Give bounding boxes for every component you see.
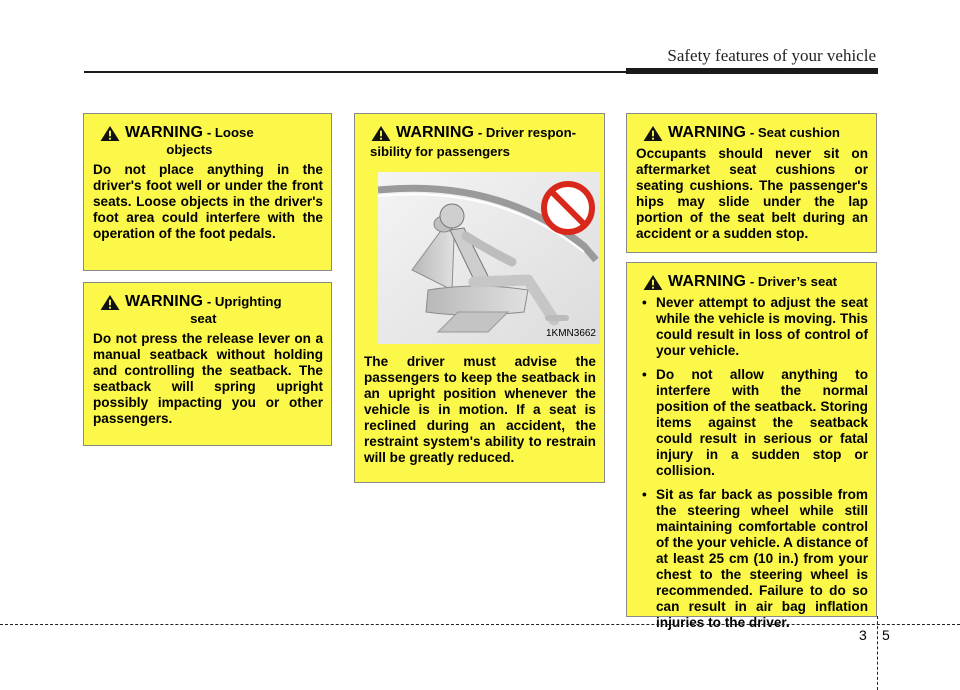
figure-label: 1KMN3662 <box>545 328 596 339</box>
warning-triangle-icon <box>642 125 664 142</box>
warning-word: WARNING <box>396 124 475 141</box>
warning-body: Occupants should never sit on aftermarket seat cushions or seating cushions. The passenger's hips may slide under the lap portion of the seat belt during an accident or a sudden stop. <box>636 146 868 241</box>
warning-subtitle-continued: objects <box>166 142 213 157</box>
warning-word: WARNING <box>668 273 747 290</box>
warning-body: The driver must advise the passengers to keep the seatback in an upright position whenever the vehicle is in motion. If a seat is reclined during an accident, the restraint system's ability to restrain will be greatly reduced. <box>364 354 596 465</box>
reclined-driver-figure <box>378 172 600 344</box>
warning-box-drivers-seat <box>626 262 877 630</box>
warning-body: Do not place anything in the driver's foot well or under the front seats. Loose objects in the driver's foot area could interfere with the operation of the foot pedals. <box>93 162 323 241</box>
warning-triangle-icon <box>370 125 392 142</box>
chapter-number: 3 <box>859 627 867 643</box>
bottom-dashed-rule <box>0 624 960 625</box>
title-rule-thin <box>84 71 626 73</box>
warning-body: Do not press the release lever on a manual seatback without holding and controlling the seatback. The seatback will spring upright possibly impacting you or other passengers. <box>93 331 323 426</box>
bullet-list <box>636 295 868 631</box>
warning-box-uprighting-seat <box>83 282 332 446</box>
warning-triangle-icon <box>642 274 664 291</box>
warning-word: WARNING <box>668 124 747 141</box>
warning-subtitle: - Driver’s seat <box>749 274 838 289</box>
reclined-seat-illustration <box>378 172 600 344</box>
warning-subtitle: - Loose <box>206 125 254 140</box>
page-number-divider <box>877 616 878 690</box>
warning-subtitle-continued: seat <box>190 311 217 326</box>
page-number: 5 <box>882 627 890 643</box>
warning-word: WARNING <box>125 124 204 141</box>
warning-box-driver-responsibility <box>354 113 605 483</box>
bullet-item: • Never attempt to adjust the seat while the vehicle is moving. This could result in loss of control of your vehicle. <box>636 295 868 359</box>
warning-triangle-icon <box>99 294 121 311</box>
warning-subtitle: - Seat cushion <box>749 125 840 140</box>
bullet-item: • Sit as far back as possible from the steering wheel while still maintaining comfortable control of the your vehicle. A distance of at least 25 cm (10 in.) from your chest to the steering wheel is recommended. Failure to do so can result in air bag inflation injuries to the driver. <box>636 487 868 631</box>
warning-subtitle: - Uprighting <box>206 294 282 309</box>
warning-subtitle: - Driver respon- <box>477 125 577 140</box>
warning-box-loose-objects <box>83 113 332 271</box>
warning-box-seat-cushion <box>626 113 877 253</box>
title-rule-thick <box>626 68 878 74</box>
warning-triangle-icon <box>99 125 121 142</box>
warning-subtitle-continued: sibility for passengers <box>370 144 510 159</box>
bullet-item: • Do not allow anything to interfere with the normal position of the seatback. Storing items against the seatback could result in serious or fatal injury in a sudden stop or collision. <box>636 367 868 479</box>
section-title: Safety features of your vehicle <box>667 46 876 65</box>
warning-word: WARNING <box>125 293 204 310</box>
